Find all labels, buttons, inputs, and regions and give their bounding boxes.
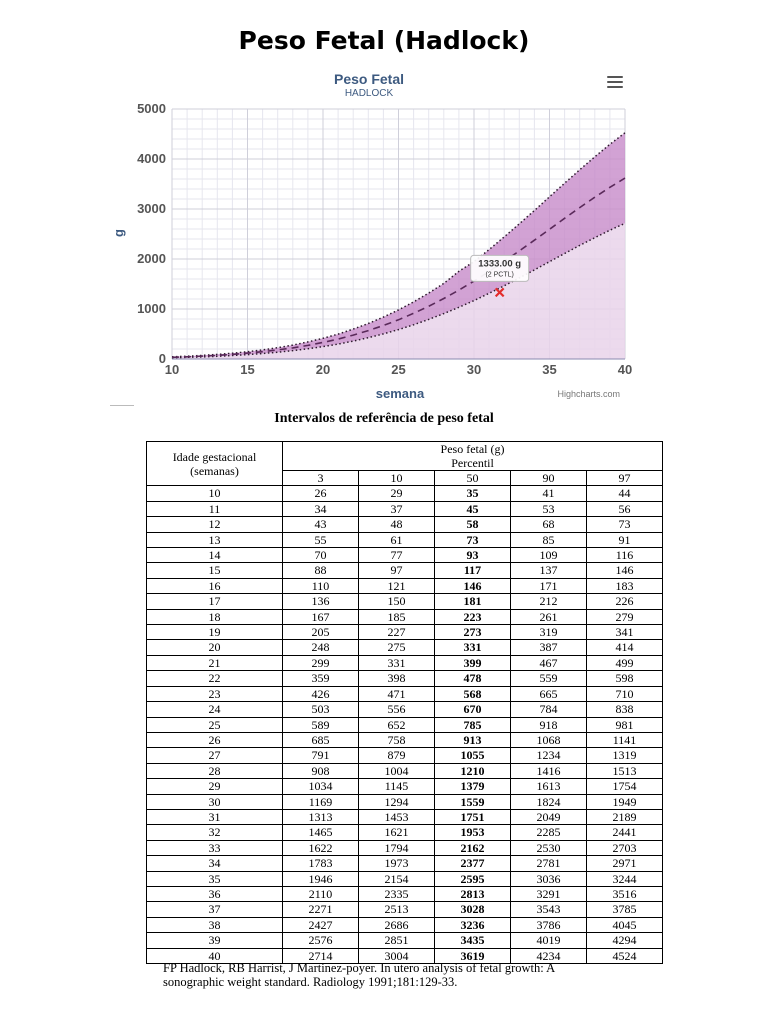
- table-row: [147, 702, 663, 717]
- weight-cell: 331: [435, 640, 511, 655]
- weight-cell: 1946: [283, 871, 359, 886]
- week-cell: 20: [147, 640, 283, 655]
- weight-cell: 2595: [435, 871, 511, 886]
- weight-cell: 499: [587, 655, 663, 670]
- week-cell: 27: [147, 748, 283, 763]
- table-row: [147, 933, 663, 948]
- table-row: [147, 856, 663, 871]
- weight-cell: 205: [283, 625, 359, 640]
- weight-cell: 710: [587, 686, 663, 701]
- week-cell: 34: [147, 856, 283, 871]
- weight-cell: 1068: [511, 732, 587, 747]
- weight-cell: 167: [283, 609, 359, 624]
- weight-cell: 1953: [435, 825, 511, 840]
- weight-cell: 426: [283, 686, 359, 701]
- weight-cell: 1621: [359, 825, 435, 840]
- week-cell: 33: [147, 840, 283, 855]
- weight-cell: 478: [435, 671, 511, 686]
- table-row: [147, 640, 663, 655]
- weight-cell: 1234: [511, 748, 587, 763]
- citation: [163, 961, 683, 989]
- table-row: [147, 609, 663, 624]
- weight-cell: 73: [435, 532, 511, 547]
- weight-cell: 2189: [587, 809, 663, 824]
- weight-cell: 88: [283, 563, 359, 578]
- week-cell: 26: [147, 732, 283, 747]
- week-cell: 13: [147, 532, 283, 547]
- table-row: [147, 671, 663, 686]
- weight-cell: 2781: [511, 856, 587, 871]
- weight-cell: 45: [435, 501, 511, 516]
- weight-cell: 568: [435, 686, 511, 701]
- weight-cell: 61: [359, 532, 435, 547]
- reference-table-title: Intervalos de referência de peso fetal: [274, 411, 494, 426]
- weight-cell: 117: [435, 563, 511, 578]
- weight-cell: 1453: [359, 809, 435, 824]
- weight-cell: 784: [511, 702, 587, 717]
- weight-cell: 26: [283, 486, 359, 501]
- weight-cell: 399: [435, 655, 511, 670]
- weight-cell: 85: [511, 532, 587, 547]
- weight-cell: 341: [587, 625, 663, 640]
- y-tick-label: 3000: [137, 201, 166, 216]
- weight-cell: 589: [283, 717, 359, 732]
- x-tick-label: 20: [315, 362, 331, 377]
- x-tick-label: 40: [617, 362, 633, 377]
- tooltip-percentile: (2 PCTL): [485, 271, 514, 279]
- week-cell: 12: [147, 517, 283, 532]
- weight-cell: 1294: [359, 794, 435, 809]
- table-row: [147, 563, 663, 578]
- weight-cell: 387: [511, 640, 587, 655]
- citation-line-1: FP Hadlock, RB Harrist, J Martinez-poyer. In utero analysis of fetal growth: A: [163, 961, 556, 975]
- reference-table: [146, 441, 663, 964]
- weight-cell: 1751: [435, 809, 511, 824]
- y-tick-label: 5000: [137, 101, 166, 116]
- weight-cell: 1379: [435, 779, 511, 794]
- percentile-header: 3: [283, 471, 359, 486]
- weight-cell: 1313: [283, 809, 359, 824]
- weight-cell: 226: [587, 594, 663, 609]
- weight-cell: 3244: [587, 871, 663, 886]
- weight-cell: 1141: [587, 732, 663, 747]
- table-row: [147, 779, 663, 794]
- weight-cell: 2441: [587, 825, 663, 840]
- table-row: [147, 717, 663, 732]
- chart-menu-icon[interactable]: [607, 76, 623, 88]
- weight-cell: 41: [511, 486, 587, 501]
- weight-cell: 1559: [435, 794, 511, 809]
- week-cell: 11: [147, 501, 283, 516]
- header-gestational-age: [147, 442, 283, 486]
- week-cell: 38: [147, 917, 283, 932]
- weight-cell: 1949: [587, 794, 663, 809]
- weight-cell: 665: [511, 686, 587, 701]
- table-row: [147, 732, 663, 747]
- weight-cell: 981: [587, 717, 663, 732]
- weight-cell: 598: [587, 671, 663, 686]
- weight-cell: 2576: [283, 933, 359, 948]
- weight-cell: 181: [435, 594, 511, 609]
- header-gestational-age-label: Idade gestacional: [172, 449, 257, 464]
- weight-cell: 56: [587, 501, 663, 516]
- table-row: [147, 548, 663, 563]
- weight-cell: 121: [359, 578, 435, 593]
- weight-cell: 838: [587, 702, 663, 717]
- weight-cell: 908: [283, 763, 359, 778]
- weight-cell: 35: [435, 486, 511, 501]
- weight-cell: 3516: [587, 886, 663, 901]
- weight-cell: 791: [283, 748, 359, 763]
- week-cell: 14: [147, 548, 283, 563]
- weight-cell: 4234: [511, 948, 587, 963]
- week-cell: 16: [147, 578, 283, 593]
- weight-cell: 2162: [435, 840, 511, 855]
- weight-cell: 2271: [283, 902, 359, 917]
- weight-cell: 273: [435, 625, 511, 640]
- x-tick-label: 35: [542, 362, 557, 377]
- x-axis-label: semana: [375, 386, 425, 401]
- weight-cell: 3004: [359, 948, 435, 963]
- weight-cell: 2285: [511, 825, 587, 840]
- weight-cell: 918: [511, 717, 587, 732]
- weight-cell: 43: [283, 517, 359, 532]
- weight-cell: 2530: [511, 840, 587, 855]
- weight-cell: 1210: [435, 763, 511, 778]
- weight-cell: 73: [587, 517, 663, 532]
- table-row: [147, 840, 663, 855]
- x-tick-label: 10: [164, 362, 180, 377]
- weight-cell: 146: [587, 563, 663, 578]
- weight-cell: 77: [359, 548, 435, 563]
- y-tick-label: 1000: [137, 301, 166, 316]
- weight-cell: 1145: [359, 779, 435, 794]
- weight-cell: 2851: [359, 933, 435, 948]
- table-row: [147, 871, 663, 886]
- weight-cell: 34: [283, 501, 359, 516]
- table-row: [147, 578, 663, 593]
- weight-cell: 3036: [511, 871, 587, 886]
- week-cell: 22: [147, 671, 283, 686]
- header-weight-label: Peso fetal (g): [440, 442, 505, 456]
- weight-cell: 1794: [359, 840, 435, 855]
- weight-cell: 183: [587, 578, 663, 593]
- weight-cell: 2110: [283, 886, 359, 901]
- weight-cell: 37: [359, 501, 435, 516]
- weight-cell: 109: [511, 548, 587, 563]
- week-cell: 32: [147, 825, 283, 840]
- weight-cell: 68: [511, 517, 587, 532]
- weight-cell: 136: [283, 594, 359, 609]
- weight-cell: 2813: [435, 886, 511, 901]
- weight-cell: 150: [359, 594, 435, 609]
- week-cell: 40: [147, 948, 283, 963]
- chart-subtitle: HADLOCK: [344, 88, 394, 99]
- weight-cell: 1416: [511, 763, 587, 778]
- week-cell: 15: [147, 563, 283, 578]
- table-row: [147, 809, 663, 824]
- weight-cell: 97: [359, 563, 435, 578]
- reference-table-body: [147, 486, 663, 964]
- weight-cell: 3786: [511, 917, 587, 932]
- percentile-header: 97: [587, 471, 663, 486]
- table-row: [147, 517, 663, 532]
- week-cell: 37: [147, 902, 283, 917]
- weight-cell: 1034: [283, 779, 359, 794]
- chart-title: Peso Fetal: [333, 71, 405, 87]
- week-cell: 29: [147, 779, 283, 794]
- table-row: [147, 763, 663, 778]
- weight-cell: 1465: [283, 825, 359, 840]
- header-gestational-age-unit: (semanas): [190, 463, 239, 478]
- percentile-header: 10: [359, 471, 435, 486]
- weight-cell: 248: [283, 640, 359, 655]
- week-cell: 35: [147, 871, 283, 886]
- weight-cell: 4045: [587, 917, 663, 932]
- weight-cell: 58: [435, 517, 511, 532]
- page-title: Peso Fetal (Hadlock): [238, 26, 530, 55]
- weight-cell: 2513: [359, 902, 435, 917]
- weight-cell: 146: [435, 578, 511, 593]
- weight-cell: 171: [511, 578, 587, 593]
- weight-cell: 4019: [511, 933, 587, 948]
- weight-cell: 359: [283, 671, 359, 686]
- table-row: [147, 686, 663, 701]
- weight-cell: 471: [359, 686, 435, 701]
- weight-cell: 44: [587, 486, 663, 501]
- weight-cell: 3291: [511, 886, 587, 901]
- week-cell: 10: [147, 486, 283, 501]
- x-tick-label: 30: [466, 362, 482, 377]
- weight-cell: 1824: [511, 794, 587, 809]
- weight-cell: 2049: [511, 809, 587, 824]
- weight-cell: 2377: [435, 856, 511, 871]
- weight-cell: 2714: [283, 948, 359, 963]
- weight-cell: 3236: [435, 917, 511, 932]
- weight-cell: 93: [435, 548, 511, 563]
- weight-cell: 53: [511, 501, 587, 516]
- weight-cell: 55: [283, 532, 359, 547]
- weight-cell: 3543: [511, 902, 587, 917]
- table-row: [147, 655, 663, 670]
- weight-cell: 212: [511, 594, 587, 609]
- y-tick-label: 4000: [137, 151, 166, 166]
- week-cell: 24: [147, 702, 283, 717]
- table-row: [147, 902, 663, 917]
- table-row: [147, 748, 663, 763]
- week-cell: 30: [147, 794, 283, 809]
- week-cell: 31: [147, 809, 283, 824]
- x-tick-label: 25: [391, 362, 406, 377]
- y-axis-label: g: [111, 229, 126, 237]
- weight-cell: 559: [511, 671, 587, 686]
- peso-fetal-chart: [110, 70, 658, 406]
- divider: [110, 405, 134, 406]
- weight-cell: 1169: [283, 794, 359, 809]
- weight-cell: 1004: [359, 763, 435, 778]
- weight-cell: 275: [359, 640, 435, 655]
- table-row: [147, 532, 663, 547]
- weight-cell: 785: [435, 717, 511, 732]
- weight-cell: 319: [511, 625, 587, 640]
- table-row: [147, 594, 663, 609]
- weight-cell: 685: [283, 732, 359, 747]
- weight-cell: 4294: [587, 933, 663, 948]
- weight-cell: 223: [435, 609, 511, 624]
- weight-cell: 116: [587, 548, 663, 563]
- table-row: [147, 486, 663, 501]
- weight-cell: 1622: [283, 840, 359, 855]
- weight-cell: 299: [283, 655, 359, 670]
- chart-panel: [110, 70, 658, 406]
- weight-cell: 467: [511, 655, 587, 670]
- y-tick-label: 2000: [137, 251, 166, 266]
- header-weight: [283, 442, 663, 471]
- week-cell: 17: [147, 594, 283, 609]
- table-row: [147, 794, 663, 809]
- table-row: [147, 501, 663, 516]
- weight-cell: 1513: [587, 763, 663, 778]
- weight-cell: 70: [283, 548, 359, 563]
- table-row: [147, 917, 663, 932]
- week-cell: 18: [147, 609, 283, 624]
- week-cell: 36: [147, 886, 283, 901]
- weight-cell: 1055: [435, 748, 511, 763]
- weight-cell: 1754: [587, 779, 663, 794]
- weight-cell: 3028: [435, 902, 511, 917]
- weight-cell: 110: [283, 578, 359, 593]
- weight-cell: 670: [435, 702, 511, 717]
- weight-cell: 3619: [435, 948, 511, 963]
- table-row: [147, 825, 663, 840]
- weight-cell: 2971: [587, 856, 663, 871]
- weight-cell: 91: [587, 532, 663, 547]
- weight-cell: 913: [435, 732, 511, 747]
- percentile-header: 90: [511, 471, 587, 486]
- weight-cell: 261: [511, 609, 587, 624]
- weight-cell: 2154: [359, 871, 435, 886]
- weight-cell: 2427: [283, 917, 359, 932]
- week-cell: 23: [147, 686, 283, 701]
- week-cell: 21: [147, 655, 283, 670]
- header-percentile-label: Percentil: [451, 456, 494, 470]
- weight-cell: 2703: [587, 840, 663, 855]
- weight-cell: 2686: [359, 917, 435, 932]
- week-cell: 19: [147, 625, 283, 640]
- weight-cell: 1973: [359, 856, 435, 871]
- y-tick-label: 0: [158, 351, 166, 366]
- percentile-header: 50: [435, 471, 511, 486]
- weight-cell: 279: [587, 609, 663, 624]
- weight-cell: 1783: [283, 856, 359, 871]
- weight-cell: 398: [359, 671, 435, 686]
- weight-cell: 556: [359, 702, 435, 717]
- weight-cell: 4524: [587, 948, 663, 963]
- weight-cell: 1319: [587, 748, 663, 763]
- weight-cell: 414: [587, 640, 663, 655]
- weight-cell: 331: [359, 655, 435, 670]
- week-cell: 28: [147, 763, 283, 778]
- weight-cell: 3785: [587, 902, 663, 917]
- weight-cell: 3435: [435, 933, 511, 948]
- weight-cell: 2335: [359, 886, 435, 901]
- week-cell: 39: [147, 933, 283, 948]
- x-tick-label: 15: [240, 362, 255, 377]
- citation-line-2: sonographic weight standard. Radiology 1991;181:129-33.: [163, 975, 458, 989]
- weight-cell: 503: [283, 702, 359, 717]
- weight-cell: 185: [359, 609, 435, 624]
- table-row: [147, 886, 663, 901]
- weight-cell: 879: [359, 748, 435, 763]
- table-row: [147, 625, 663, 640]
- weight-cell: 137: [511, 563, 587, 578]
- weight-cell: 652: [359, 717, 435, 732]
- week-cell: 25: [147, 717, 283, 732]
- weight-cell: 29: [359, 486, 435, 501]
- weight-cell: 758: [359, 732, 435, 747]
- tooltip-value: 1333.00 g: [478, 258, 522, 270]
- weight-cell: 48: [359, 517, 435, 532]
- weight-cell: 1613: [511, 779, 587, 794]
- chart-credits: Highcharts.com: [557, 389, 620, 399]
- weight-cell: 227: [359, 625, 435, 640]
